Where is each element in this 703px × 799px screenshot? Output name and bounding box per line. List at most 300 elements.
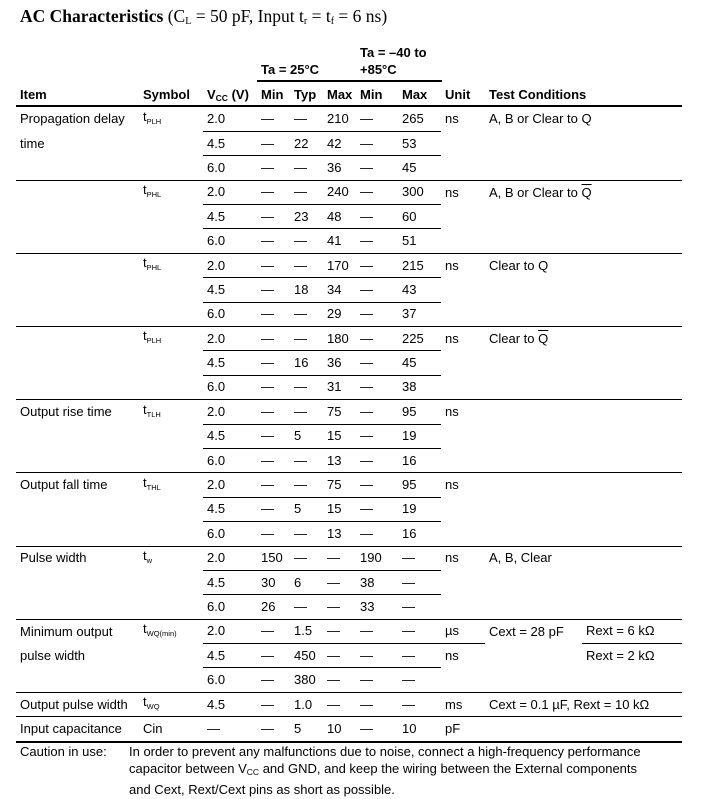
min-cell	[257, 180, 290, 204]
vcc-cell	[203, 497, 257, 521]
cell-text: 37	[402, 306, 417, 322]
vcc-cell	[203, 473, 257, 497]
typ-cell	[290, 107, 323, 131]
title-part: = t	[307, 6, 331, 26]
cell-text: —	[360, 501, 373, 517]
cell-text: 34	[327, 281, 342, 297]
cell-text: t	[143, 182, 147, 198]
cell-text: t	[143, 328, 147, 344]
cell-text: 16	[294, 355, 309, 371]
cell-text: —	[402, 574, 415, 590]
max-cell	[323, 668, 356, 692]
cell-text: —	[360, 110, 373, 126]
cell-text: —	[327, 599, 340, 614]
typ-cell	[290, 570, 323, 594]
max-cell	[323, 717, 356, 741]
symbol-cell	[139, 448, 203, 472]
typ-cell	[290, 156, 323, 180]
cell-text: —	[402, 696, 415, 712]
unit-cell	[441, 546, 485, 570]
typ-cell	[290, 473, 323, 497]
cell-text: —	[261, 647, 274, 663]
cell-text: —	[261, 672, 274, 688]
item-cell	[16, 692, 139, 716]
cell-text: —	[360, 184, 373, 200]
cell-text: Output rise time	[20, 404, 112, 420]
caution-text-part: and GND, and keep the wiring between the External components	[259, 761, 638, 776]
cell-text: ns	[445, 648, 459, 664]
cell-text: —	[360, 233, 373, 249]
cell-text: 2.0	[207, 550, 226, 566]
cell-text: —	[261, 110, 274, 126]
symbol-cell	[139, 717, 203, 741]
table-row	[16, 570, 682, 594]
symbol-cell	[139, 668, 203, 692]
vcc-cell	[203, 205, 257, 229]
cell-text: 38	[402, 379, 417, 395]
typ-cell	[290, 497, 323, 521]
max-extended-cell	[398, 131, 441, 155]
test-condition-cell	[485, 424, 682, 448]
item-cell	[16, 448, 139, 472]
typ-cell	[290, 522, 323, 546]
max-extended-cell	[398, 351, 441, 375]
cell-text: —	[261, 208, 274, 224]
max-cell	[323, 229, 356, 253]
cell-text: —	[294, 403, 307, 419]
item-cell	[16, 205, 139, 229]
cell-text: 6.0	[207, 379, 226, 395]
test-condition-cell	[485, 156, 682, 180]
vcc-cell	[203, 229, 257, 253]
max-cell	[323, 619, 356, 643]
cell-text: —	[261, 525, 274, 541]
cell-text: t	[143, 255, 147, 271]
cell-text: —	[261, 501, 274, 517]
cell-text: pulse width	[20, 647, 86, 663]
cell-text: 38	[360, 574, 375, 590]
header-vcc	[207, 87, 249, 106]
max-cell	[323, 473, 356, 497]
cell-text: 215	[402, 257, 424, 273]
cell-text: 4.5	[207, 208, 226, 224]
min-cell	[257, 424, 290, 448]
vcc-cell	[203, 180, 257, 204]
cell-text: —	[402, 623, 415, 639]
cell-text: 75	[327, 403, 342, 419]
cell-text: —	[261, 306, 274, 322]
max-cell	[323, 375, 356, 399]
cell-text: —	[360, 721, 373, 737]
symbol-subscript: WQ	[146, 702, 160, 712]
title-part: (C	[163, 6, 186, 26]
max-extended-cell	[398, 424, 441, 448]
min-cell	[257, 131, 290, 155]
cell-text: 2.0	[207, 403, 226, 419]
max-cell	[323, 351, 356, 375]
unit-cell	[441, 302, 485, 326]
vcc-cell	[203, 570, 257, 594]
unit-cell	[441, 570, 485, 594]
unit-cell	[441, 180, 485, 204]
test-condition-cell	[485, 692, 682, 716]
cell-text: —	[327, 647, 340, 663]
min-cell	[257, 351, 290, 375]
cell-text: 48	[327, 208, 342, 224]
cell-text: —	[360, 306, 373, 322]
cell-text: 450	[294, 647, 316, 663]
typ-cell	[290, 717, 323, 741]
typ-cell	[290, 400, 323, 424]
cell-text: 4.5	[207, 696, 226, 712]
min-cell	[257, 692, 290, 716]
max-extended-cell	[398, 717, 441, 741]
unit-cell	[441, 424, 485, 448]
test-condition-cell	[485, 668, 682, 692]
cell-text: 5	[294, 721, 302, 737]
max-cell	[323, 424, 356, 448]
table-row	[16, 375, 682, 399]
vcc-cell	[203, 375, 257, 399]
max-extended-cell	[398, 497, 441, 521]
test-condition-cell	[485, 327, 682, 351]
max-cell	[323, 522, 356, 546]
max-cell	[323, 644, 356, 668]
cell-text: 6.0	[207, 672, 226, 688]
test-condition-cell	[485, 473, 682, 497]
cell-text: 4.5	[207, 135, 226, 151]
min-extended-cell	[356, 302, 398, 326]
cell-text: —	[261, 355, 274, 371]
cell-text: 6.0	[207, 233, 226, 249]
typ-cell	[290, 644, 323, 668]
item-cell	[16, 400, 139, 424]
typ-cell	[290, 131, 323, 155]
header-unit: Unit	[445, 87, 471, 102]
cell-text: 5	[294, 428, 302, 444]
min-extended-cell	[356, 424, 398, 448]
cell-text: 210	[327, 110, 349, 126]
cell-text: Minimum output	[20, 623, 113, 639]
cell-text: 225	[402, 330, 424, 346]
min-extended-cell	[356, 717, 398, 741]
cell-text: t	[143, 621, 147, 637]
symbol-cell	[139, 375, 203, 399]
test-condition-cell	[485, 229, 682, 253]
max-cell	[323, 131, 356, 155]
cell-text: 4.5	[207, 428, 226, 444]
min-cell	[257, 448, 290, 472]
min-extended-cell	[356, 522, 398, 546]
symbol-cell	[139, 546, 203, 570]
cell-text: 2.0	[207, 184, 226, 200]
cell-text: 6	[294, 574, 302, 590]
cell-text: —	[402, 672, 415, 688]
q-bar-text: $\overline{Q}$	[581, 184, 592, 200]
symbol-subscript: PLH	[146, 336, 162, 346]
typ-cell	[290, 351, 323, 375]
symbol-cell	[139, 253, 203, 277]
max-extended-cell	[398, 595, 441, 619]
cell-text: 19	[402, 428, 417, 444]
caution-text-part: capacitor between V	[129, 761, 247, 776]
cell-text: —	[360, 428, 373, 444]
min-cell	[257, 619, 290, 643]
item-cell	[16, 424, 139, 448]
min-extended-cell	[356, 497, 398, 521]
ac-characteristics-table	[16, 107, 682, 741]
typ-cell	[290, 302, 323, 326]
cell-text: 95	[402, 403, 417, 419]
unit-cell	[441, 400, 485, 424]
table-row	[16, 668, 682, 692]
symbol-cell	[139, 205, 203, 229]
cell-text: —	[360, 135, 373, 151]
cell-text: —	[360, 452, 373, 468]
cell-text: 4.5	[207, 574, 226, 590]
cell-text: Input capacitance	[20, 721, 122, 737]
max-extended-cell	[398, 107, 441, 131]
cell-text: —	[294, 257, 307, 273]
test-condition-cell	[485, 570, 682, 594]
cell-text: —	[360, 355, 373, 371]
max-extended-cell	[398, 253, 441, 277]
typ-cell	[290, 253, 323, 277]
table-row	[16, 473, 682, 497]
table-row	[16, 448, 682, 472]
test-condition-cell	[485, 546, 682, 570]
table-row	[16, 595, 682, 619]
cell-text: 29	[327, 306, 342, 322]
unit-cell	[441, 253, 485, 277]
table-row	[16, 131, 682, 155]
min-cell	[257, 205, 290, 229]
cell-text: —	[360, 159, 373, 175]
table-row	[16, 717, 682, 741]
table-row	[16, 497, 682, 521]
min-extended-cell	[356, 229, 398, 253]
min-cell	[257, 278, 290, 302]
cell-text: 240	[327, 184, 349, 200]
max-extended-cell	[398, 156, 441, 180]
min-cell	[257, 400, 290, 424]
header-ta-range-line1: Ta = –40 to	[360, 45, 427, 60]
max-extended-cell	[398, 546, 441, 570]
test-condition-cell	[485, 448, 682, 472]
test-condition-cell	[485, 253, 682, 277]
min-extended-cell	[356, 644, 398, 668]
typ-cell	[290, 692, 323, 716]
cell-text: 45	[402, 355, 417, 371]
header-group-rule	[257, 80, 442, 82]
cell-text: —	[360, 281, 373, 297]
vcc-cell	[203, 619, 257, 643]
unit-cell	[441, 473, 485, 497]
vcc-cell	[203, 107, 257, 131]
vcc-cell	[203, 302, 257, 326]
test-condition-cell	[485, 522, 682, 546]
typ-cell	[290, 327, 323, 351]
title-sub: L	[185, 16, 192, 27]
table-row	[16, 107, 682, 131]
vcc-cell	[203, 522, 257, 546]
symbol-cell	[139, 131, 203, 155]
q-bar-text: $\overline{Q}$	[538, 330, 549, 346]
cell-text: Output pulse width	[20, 696, 128, 712]
min-cell	[257, 107, 290, 131]
max-extended-cell	[398, 570, 441, 594]
max-extended-cell	[398, 400, 441, 424]
cell-text: 16	[402, 452, 417, 468]
caution-label: Caution in use:	[20, 744, 107, 759]
cell-text: 42	[327, 135, 342, 151]
cell-text: t	[143, 694, 147, 710]
item-cell	[16, 302, 139, 326]
max-cell	[323, 278, 356, 302]
vcc-cell	[203, 253, 257, 277]
min-extended-cell	[356, 619, 398, 643]
cell-text: µs	[445, 623, 459, 639]
typ-cell	[290, 595, 323, 619]
cell-text: 4.5	[207, 501, 226, 517]
typ-cell	[290, 375, 323, 399]
symbol-subscript: THL	[146, 482, 161, 492]
cell-text: 60	[402, 208, 417, 224]
item-cell	[16, 717, 139, 741]
cell-text: —	[294, 233, 307, 249]
symbol-cell	[139, 229, 203, 253]
cell-text: Rext = 6 kΩ	[586, 623, 655, 639]
cell-text: Output fall time	[20, 477, 108, 493]
symbol-subscript: w	[146, 555, 153, 565]
vcc-cell	[203, 595, 257, 619]
vcc-cell	[203, 644, 257, 668]
cell-text: —	[360, 672, 373, 688]
cell-text: 170	[327, 257, 349, 273]
title-part: = 6 ns)	[334, 6, 388, 26]
cell-text: 4.5	[207, 647, 226, 663]
table-row	[16, 644, 682, 668]
symbol-subscript: PHL	[146, 190, 162, 200]
cell-text: 95	[402, 477, 417, 493]
max-extended-cell	[398, 668, 441, 692]
max-cell	[323, 497, 356, 521]
unit-cell	[441, 692, 485, 716]
item-cell	[16, 107, 139, 131]
cell-text: 36	[327, 159, 342, 175]
cell-text: 10	[327, 721, 342, 737]
typ-cell	[290, 546, 323, 570]
cell-text: —	[261, 696, 274, 712]
symbol-cell	[139, 595, 203, 619]
unit-cell	[441, 619, 485, 643]
max-cell	[323, 327, 356, 351]
cell-text: 36	[327, 355, 342, 371]
table-row	[16, 400, 682, 424]
vcc-cell	[203, 156, 257, 180]
max-extended-cell	[398, 180, 441, 204]
cell-text: —	[261, 330, 274, 346]
header-ta-25: Ta = 25°C	[261, 62, 320, 77]
item-cell	[16, 546, 139, 570]
cell-text: 6.0	[207, 159, 226, 175]
min-extended-cell	[356, 180, 398, 204]
cell-text: 43	[402, 281, 417, 297]
header-vcc-unit: (V)	[227, 87, 249, 102]
test-condition-cell	[485, 205, 682, 229]
cell-text: —	[360, 208, 373, 224]
typ-cell	[290, 448, 323, 472]
cell-text: —	[360, 257, 373, 273]
cell-text: —	[360, 647, 373, 663]
cell-text: A, B, Clear	[489, 550, 552, 566]
cell-text: t	[143, 108, 147, 124]
vcc-cell	[203, 668, 257, 692]
item-cell	[16, 473, 139, 497]
item-cell	[16, 229, 139, 253]
cell-text: 26	[261, 599, 276, 614]
min-extended-cell	[356, 570, 398, 594]
cell-text: 23	[294, 208, 309, 224]
cell-text: 6.0	[207, 306, 226, 322]
vcc-cell	[203, 327, 257, 351]
test-condition-cell	[485, 400, 682, 424]
cell-text: 31	[327, 379, 342, 395]
test-condition-cell	[485, 717, 682, 741]
min-extended-cell	[356, 131, 398, 155]
test-condition-cell	[485, 351, 682, 375]
min-cell	[257, 644, 290, 668]
symbol-cell	[139, 180, 203, 204]
header-vcc-sub: CC	[215, 93, 228, 103]
symbol-cell	[139, 107, 203, 131]
test-condition-cell	[485, 595, 682, 619]
cell-text: —	[261, 428, 274, 444]
max-cell	[323, 400, 356, 424]
cell-text: —	[327, 623, 340, 639]
cell-text: 16	[402, 525, 417, 541]
max-extended-cell	[398, 522, 441, 546]
item-cell	[16, 327, 139, 351]
symbol-cell	[139, 424, 203, 448]
cell-text: ns	[445, 330, 459, 346]
rext-cell	[582, 619, 682, 643]
min-extended-cell	[356, 448, 398, 472]
cell-text: 380	[294, 672, 316, 688]
typ-cell	[290, 205, 323, 229]
cell-text: 2.0	[207, 623, 226, 639]
min-cell	[257, 473, 290, 497]
symbol-cell	[139, 522, 203, 546]
cell-text: 13	[327, 525, 342, 541]
caution-line	[129, 760, 699, 781]
cell-text: 22	[294, 135, 309, 151]
cell-text: 15	[327, 428, 342, 444]
cell-text: 10	[402, 721, 417, 737]
unit-cell	[441, 229, 485, 253]
symbol-cell	[139, 644, 203, 668]
cell-text: —	[261, 159, 274, 175]
min-cell	[257, 570, 290, 594]
cell-text: 1.5	[294, 623, 313, 639]
min-extended-cell	[356, 692, 398, 716]
header-symbol: Symbol	[143, 87, 190, 102]
min-cell	[257, 156, 290, 180]
table-row	[16, 253, 682, 277]
rext-cell	[582, 644, 682, 668]
unit-cell	[441, 156, 485, 180]
max-extended-cell	[398, 302, 441, 326]
